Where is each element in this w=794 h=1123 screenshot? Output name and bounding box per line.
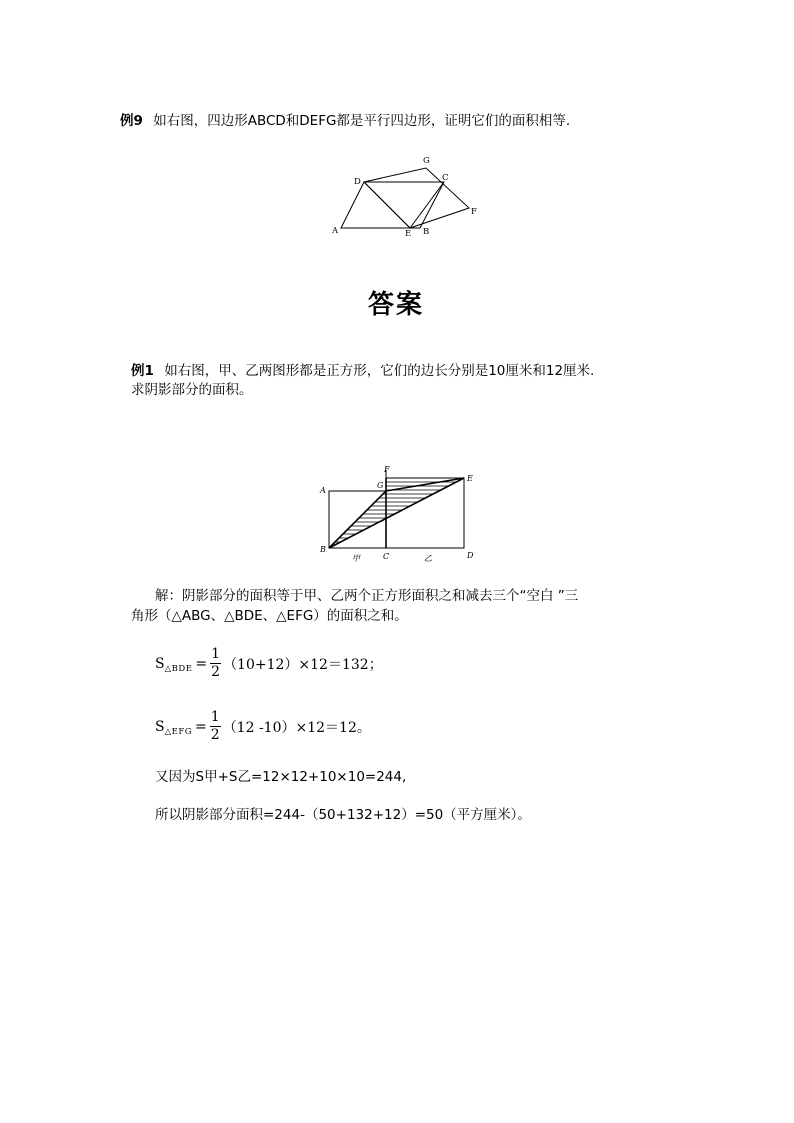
equation-efg-s: S (155, 718, 165, 735)
label-c: C (383, 552, 390, 561)
example-9 (120, 112, 570, 131)
label-c: C (442, 173, 449, 183)
example-1-line2: 求阴影部分的面积。 (131, 382, 253, 398)
label-d: D (354, 177, 361, 187)
label-e: E (467, 474, 473, 483)
answer-title: 答案 (368, 290, 425, 320)
segment-ce (410, 182, 444, 228)
label-a: A (332, 226, 339, 236)
label-g: G (423, 156, 430, 166)
label-jia: 甲 (352, 554, 360, 563)
label-a: A (320, 486, 326, 495)
equation-bde-s: S (155, 655, 165, 672)
label-e: E (405, 229, 412, 239)
label-yi: 乙 (424, 554, 432, 563)
fraction-numerator: 1 (211, 646, 221, 662)
fraction-numerator: 1 (210, 709, 220, 725)
solution-line-3: 又因为S甲+S乙=12×12+10×10=244, (155, 769, 407, 785)
fraction-denominator: 2 (211, 664, 221, 680)
shaded-region (312, 482, 487, 546)
example-1-line1: 如右图，甲、乙两图形都是正方形，它们的边长分别是10厘米和12厘米. (164, 363, 595, 379)
squares-figure (312, 462, 487, 570)
label-f: F (471, 207, 477, 217)
equation-efg-equals: = (195, 718, 207, 735)
label-b: B (423, 227, 430, 237)
fraction-half (210, 709, 221, 744)
equation-efg (155, 709, 371, 744)
example-1 (131, 362, 594, 381)
label-g: G (377, 481, 384, 490)
parallelogram-figure (325, 150, 485, 240)
solution-line-4: 所以阴影部分面积=244-（50+132+12）=50（平方厘米）。 (155, 807, 531, 823)
fraction-half (210, 646, 221, 681)
equation-efg-subscript: △EFG (164, 726, 193, 737)
equation-bde-equals: = (195, 655, 208, 672)
solution-line-2: 角形（△ABG、△BDE、△EFG）的面积之和。 (131, 608, 408, 624)
segment-de (364, 182, 410, 228)
equation-efg-rest: （12 -10）×12＝12。 (222, 719, 371, 736)
equation-bde-rest: （10+12）×12＝132； (223, 656, 383, 673)
equation-bde (155, 646, 383, 681)
example-9-label: 例9 (120, 113, 143, 129)
parallelogram-abcd (341, 182, 444, 228)
solution-line-1: 解：阴影部分的面积等于甲、乙两个正方形面积之和减去三个“空白 ”三 (155, 588, 579, 604)
equation-bde-subscript: △BDE (164, 663, 193, 674)
label-b: B (320, 545, 326, 554)
example-1-label: 例1 (131, 363, 154, 379)
fraction-denominator: 2 (210, 727, 220, 743)
example-9-text: 如右图，四边形ABCD和DEFG都是平行四边形，证明它们的面积相等. (153, 113, 571, 129)
label-f: F (384, 465, 390, 474)
label-d: D (467, 551, 474, 560)
segment-bg (329, 491, 386, 548)
